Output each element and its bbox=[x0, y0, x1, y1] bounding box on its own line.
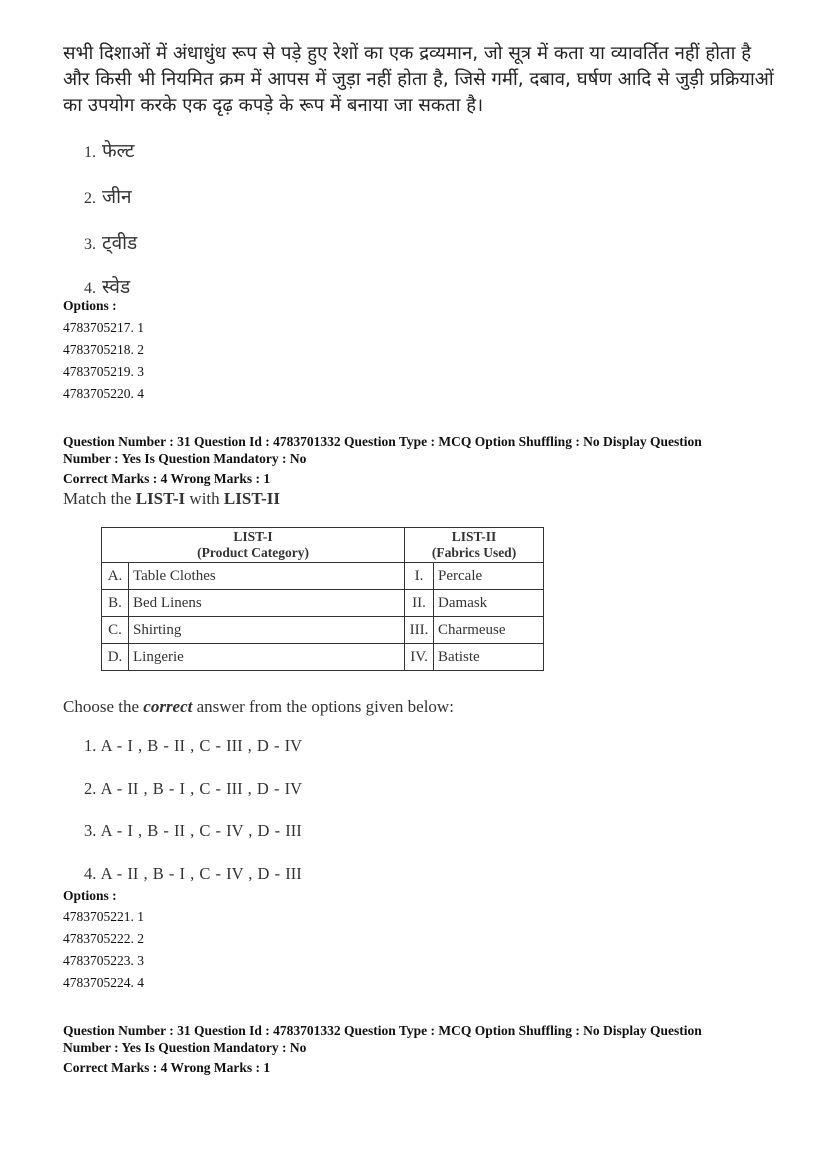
match-title bbox=[63, 489, 280, 509]
question-meta-line-1: Question Number : 31 Question Id : 4783701332 Question Type : MCQ Option Shuffling : No Display Question bbox=[63, 434, 702, 449]
choose-suffix: answer from the options given below: bbox=[192, 697, 454, 716]
list2-value: Damask bbox=[434, 590, 544, 617]
table-row bbox=[102, 617, 544, 644]
list1-header-subtitle: (Product Category) bbox=[197, 545, 309, 560]
list1-value: Shirting bbox=[129, 617, 405, 644]
table-header-row bbox=[102, 528, 544, 563]
list1-value: Table Clothes bbox=[129, 563, 405, 590]
list2-header-subtitle: (Fabrics Used) bbox=[431, 545, 517, 560]
question-marks: Correct Marks : 4 Wrong Marks : 1 bbox=[63, 471, 271, 486]
list1-key: C. bbox=[102, 617, 129, 644]
option-id: 4783705219. 3 bbox=[63, 364, 144, 379]
option-label: स्वेड bbox=[102, 276, 131, 298]
choose-prefix: Choose the bbox=[63, 697, 144, 716]
match-title-prefix: Match the bbox=[63, 489, 136, 508]
option-id: 4783705218. 2 bbox=[63, 342, 144, 357]
choose-emphasis: correct bbox=[143, 697, 193, 716]
option-number: 2. bbox=[84, 190, 96, 207]
match-option-3: 3. A - I , B - II , C - IV , D - III bbox=[84, 821, 302, 840]
list1-header bbox=[102, 528, 405, 563]
match-option-2: 2. A - II , B - I , C - III , D - IV bbox=[84, 779, 303, 798]
match-table bbox=[101, 527, 544, 671]
question-meta-line-1: Question Number : 31 Question Id : 4783701332 Question Type : MCQ Option Shuffling : No Display Question bbox=[63, 1023, 702, 1038]
question-text-hindi: सभी दिशाओं में अंधाधुंध रूप से पड़े हुए रेशों का एक द्रव्यमान, जो सूत्र में कता या व्यावर्तित नहीं होता है और किसी भी नियमित क्रम में आपस में जुड़ा नहीं होता है, जिसे गर्मी, दबाव, घर्षण आदि से जुड़ी प्रक्रियाओं का उपयोग करके एक दृढ़ कपड़े के रूप में बनाया जा सकता है। bbox=[63, 43, 774, 116]
option-id: 4783705223. 3 bbox=[63, 953, 144, 968]
list2-value: Batiste bbox=[434, 644, 544, 671]
question-marks: Correct Marks : 4 Wrong Marks : 1 bbox=[63, 1060, 271, 1075]
options-heading: Options : bbox=[63, 298, 117, 313]
list2-key: I. bbox=[405, 563, 434, 590]
list1-value: Bed Linens bbox=[129, 590, 405, 617]
option-number: 1. bbox=[84, 144, 96, 161]
match-option-1: 1. A - I , B - II , C - III , D - IV bbox=[84, 736, 303, 755]
list1-header-title: LIST-I bbox=[233, 529, 273, 544]
option-id: 4783705224. 4 bbox=[63, 975, 144, 990]
match-option-4: 4. A - II , B - I , C - IV , D - III bbox=[84, 864, 302, 883]
choose-instruction bbox=[63, 697, 454, 717]
list2-value: Charmeuse bbox=[434, 617, 544, 644]
table-row bbox=[102, 644, 544, 671]
hindi-option-3 bbox=[84, 229, 137, 255]
match-title-list1: LIST-I bbox=[135, 489, 186, 508]
option-label: जीन bbox=[102, 186, 132, 208]
option-id: 4783705222. 2 bbox=[63, 931, 144, 946]
list1-key: D. bbox=[102, 644, 129, 671]
option-label: फेल्ट bbox=[102, 140, 135, 162]
hindi-option-1 bbox=[84, 137, 135, 163]
question-meta-line-2: Number : Yes Is Question Mandatory : No bbox=[63, 451, 307, 466]
hindi-option-2 bbox=[84, 183, 132, 209]
option-id: 4783705221. 1 bbox=[63, 909, 144, 924]
option-id: 4783705220. 4 bbox=[63, 386, 144, 401]
list2-key: IV. bbox=[405, 644, 434, 671]
option-label: ट्वीड bbox=[102, 232, 138, 254]
question-meta-line-2: Number : Yes Is Question Mandatory : No bbox=[63, 1040, 307, 1055]
match-title-list2: LIST-II bbox=[223, 489, 280, 508]
list2-header bbox=[405, 528, 544, 563]
question-meta bbox=[63, 1022, 783, 1076]
match-title-with: with bbox=[185, 489, 224, 508]
option-id: 4783705217. 1 bbox=[63, 320, 144, 335]
list2-value: Percale bbox=[434, 563, 544, 590]
option-number: 4. bbox=[84, 280, 96, 297]
table-row bbox=[102, 563, 544, 590]
options-heading: Options : bbox=[63, 888, 117, 903]
hindi-option-4 bbox=[84, 273, 130, 299]
list2-header-title: LIST-II bbox=[451, 529, 497, 544]
table-row bbox=[102, 590, 544, 617]
question-meta bbox=[63, 433, 783, 487]
list1-value: Lingerie bbox=[129, 644, 405, 671]
list1-key: B. bbox=[102, 590, 129, 617]
list2-key: III. bbox=[405, 617, 434, 644]
option-number: 3. bbox=[84, 236, 96, 253]
list1-key: A. bbox=[102, 563, 129, 590]
list2-key: II. bbox=[405, 590, 434, 617]
